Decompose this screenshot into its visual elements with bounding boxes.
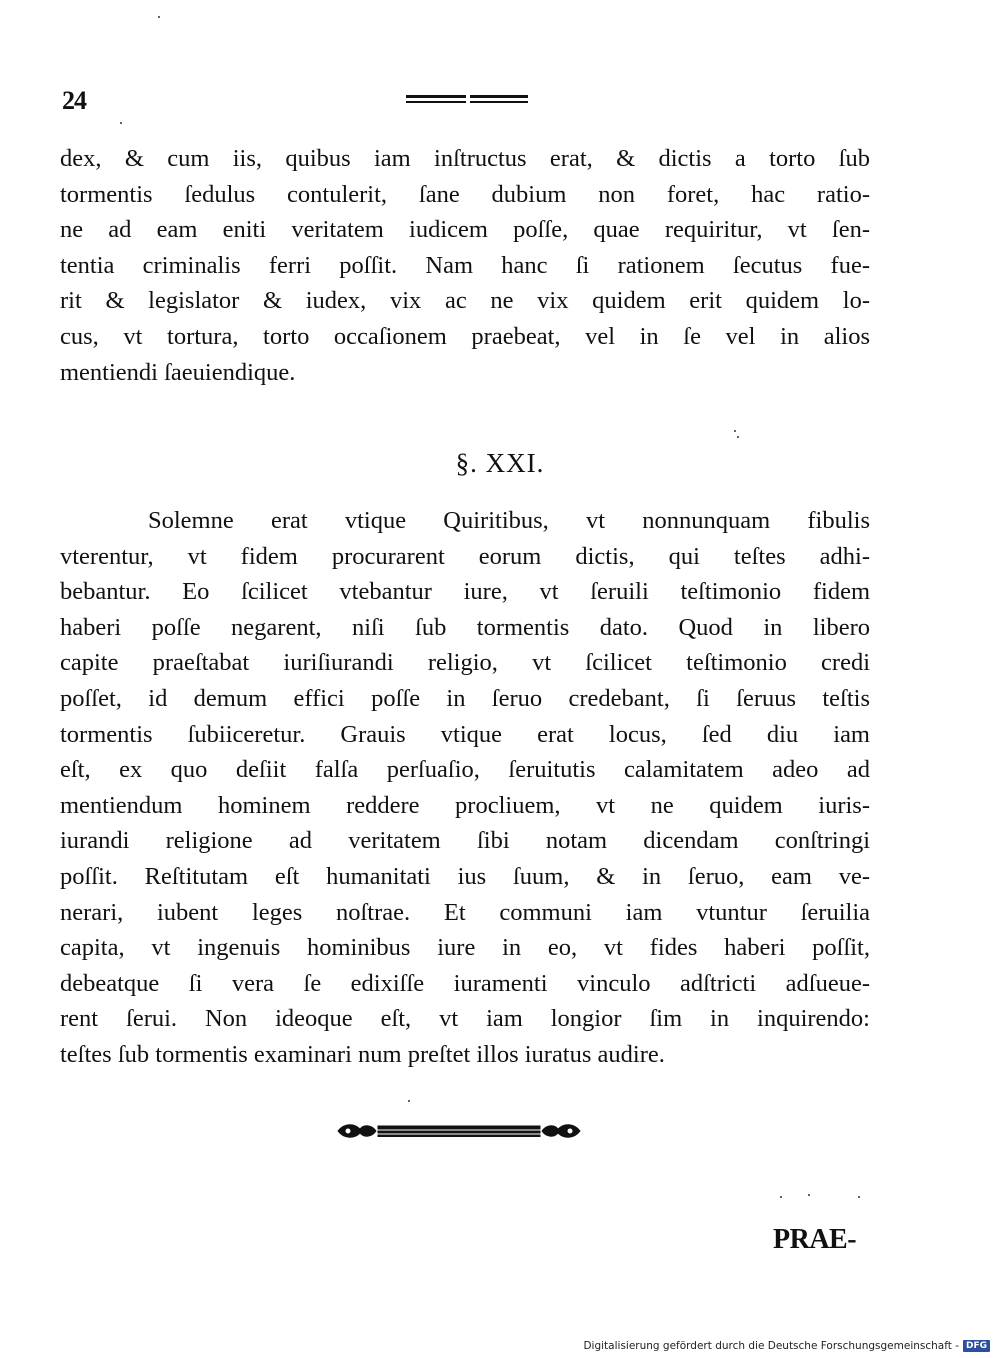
footer-text: Digitalisierung gefördert durch die Deutsche Forschungsgemeinschaft - [583, 1340, 959, 1352]
catchword: PRAE- [773, 1224, 857, 1255]
text-line: iurandi religione ad veritatem ſibi notam dicendam conſtringi [60, 827, 870, 855]
text-line: tentia criminalis ferri poſſit. Nam hanc ſi rationem ſecutus fue- [60, 251, 870, 279]
text-line: rit & legislator & iudex, vix ac ne vix quidem erit quidem lo- [60, 287, 870, 315]
print-speck [737, 436, 739, 438]
print-speck [780, 1196, 782, 1198]
text-line: capita, vt ingenuis hominibus iure in eo, vt fides haberi poſſit, [60, 934, 870, 962]
text-line: capite praeſtabat iuriſiurandi religio, vt ſcilicet teſtimonio credi [60, 649, 870, 677]
text-line: rent ſerui. Non ideoque eſt, vt iam longior ſim in inquirendo: [60, 1005, 870, 1033]
text-line: ne ad eam eniti veritatem iudicem poſſe, quae requiritur, vt ſen- [60, 216, 870, 244]
paragraph-continued [60, 141, 870, 390]
text-line: teſtes ſub tormentis examinari num preſtet illos iuratus audire. [60, 1040, 665, 1068]
text-line: eſt, ex quo deſiit falſa perſuaſio, ſeruitutis calamitatem adeo ad [60, 756, 870, 784]
text-line: mentiendum hominem reddere procliuem, vt ne quidem iuris- [60, 791, 870, 819]
text-line: bebantur. Eo ſcilicet vtebantur iure, vt ſeruili teſtimonio fidem [60, 578, 870, 606]
text-line: dex, & cum iis, quibus iam inſtructus erat, & dictis a torto ſub [60, 145, 870, 172]
text-line: tormentis ſubiiceretur. Grauis vtique erat locus, ſed diu iam [60, 720, 870, 748]
print-speck [120, 122, 122, 124]
header-rule [406, 95, 528, 107]
ornament-divider [334, 1114, 584, 1148]
print-speck [158, 16, 160, 18]
text-line-first: Solemne erat vtique Quiritibus, vt nonnunquam fibulis [148, 507, 870, 534]
text-line: tormentis ſedulus contulerit, ſane dubium non foret, hac ratio- [60, 180, 870, 208]
text-line: haberi poſſe negarent, niſi ſub tormentis dato. Quod in libero [60, 613, 870, 641]
print-speck [408, 1100, 410, 1102]
page-number: 24 [62, 86, 86, 115]
dfg-logo: DFG [963, 1340, 990, 1352]
text-line: mentiendi ſaeuiendique. [60, 358, 296, 386]
text-line: nerari, iubent leges noſtrae. Et communi iam vtuntur ſeruilia [60, 898, 870, 926]
text-line: poſſet, id demum effici poſſe in ſeruo credebant, ſi ſeruus teſtis [60, 684, 870, 712]
text-line: vterentur, vt fidem procurarent eorum dictis, qui teſtes adhi- [60, 542, 870, 570]
digitization-footer [583, 1340, 990, 1352]
text-line: poſſit. Reſtitutam eſt humanitati ius ſuum, & in ſeruo, eam ve- [60, 862, 870, 890]
text-line: debeatque ſi vera ſe edixiſſe iuramenti vinculo adſtricti adſueue- [60, 969, 870, 997]
text-line: cus, vt tortura, torto occaſionem praebeat, vel in ſe vel in alios [60, 322, 870, 350]
print-speck [858, 1196, 860, 1198]
print-speck [808, 1194, 810, 1196]
section-heading: §. XXI. [455, 448, 545, 478]
print-speck [734, 430, 736, 432]
paragraph-section-xxi [60, 503, 870, 1073]
